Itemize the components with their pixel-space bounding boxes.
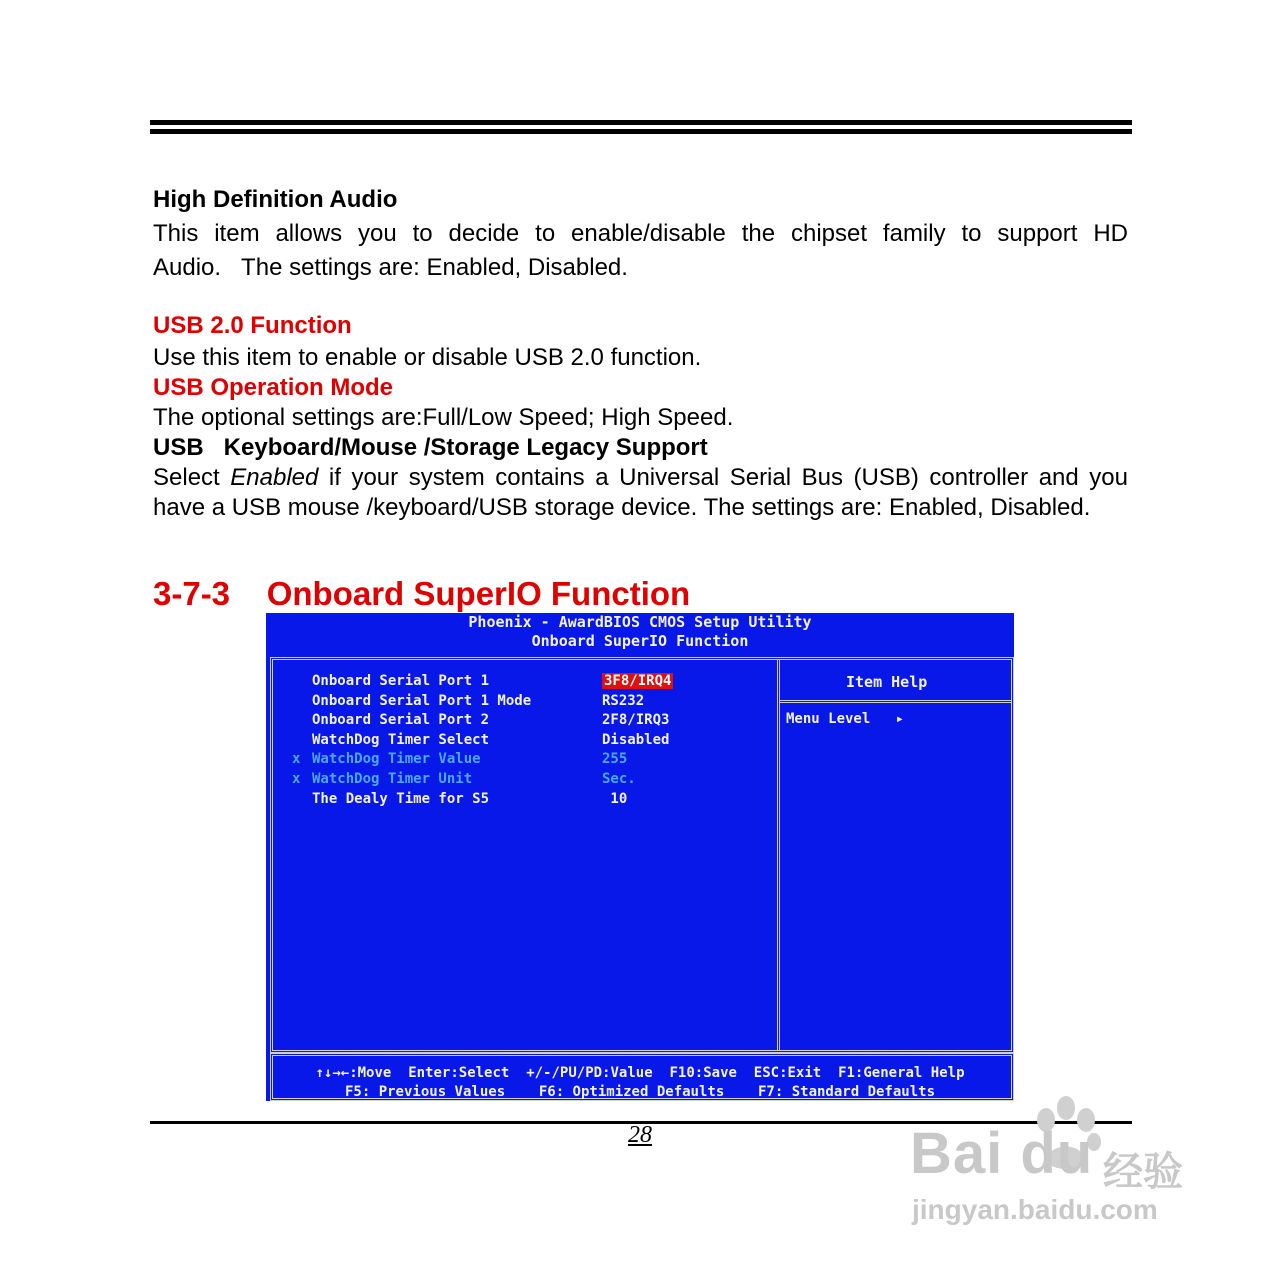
manual-text bbox=[153, 183, 1128, 523]
bios-item-label[interactable]: Onboard Serial Port 1 Mode bbox=[312, 693, 532, 709]
hd-audio-body-line1: This item allows you to decide to enable/disable the chipset family to support HD bbox=[153, 220, 1128, 247]
hd-audio-body-line2: Audio. The settings are: Enabled, Disabled. bbox=[153, 254, 628, 281]
bios-item-label-disabled: WatchDog Timer Value bbox=[312, 751, 481, 767]
usb-mode-title: USB Operation Mode bbox=[153, 374, 394, 401]
usb20-body: Use this item to enable or disable USB 2.0 function. bbox=[153, 344, 702, 371]
usb-legacy-body-italic: Enabled bbox=[230, 464, 319, 491]
bios-item-label[interactable]: Onboard Serial Port 1 bbox=[312, 673, 490, 689]
bios-item-value-disabled: 255 bbox=[602, 751, 628, 767]
usb-legacy-body-post: if your system contains a Universal Serial Bus (USB) controller and you have a USB mouse /keyboard/USB storage device. The settings are: Enabled, Disabled. bbox=[153, 464, 1128, 521]
top-rule bbox=[150, 120, 1132, 125]
top-rule-2 bbox=[150, 129, 1132, 134]
bios-screenshot bbox=[266, 613, 1014, 1101]
bios-item-value[interactable]: RS232 bbox=[602, 693, 645, 709]
bios-divider bbox=[777, 660, 780, 1050]
bios-item-label[interactable]: Onboard Serial Port 2 bbox=[312, 712, 490, 728]
bios-help-divider bbox=[780, 700, 1011, 703]
bios-item-label[interactable]: WatchDog Timer Select bbox=[312, 732, 490, 748]
hd-audio-body bbox=[153, 217, 1128, 285]
usb-legacy-body bbox=[153, 463, 1128, 523]
bios-title: Phoenix - AwardBIOS CMOS Setup Utility bbox=[468, 613, 812, 631]
item-help-title: Item Help bbox=[846, 673, 928, 691]
usb-legacy-title: USB Keyboard/Mouse /Storage Legacy Support bbox=[153, 434, 708, 461]
watermark-brand: Bai du bbox=[910, 1121, 1094, 1186]
bios-footer-keys-2: F5: Previous Values F6: Optimized Defaults F7: Standard Defaults bbox=[344, 1084, 935, 1100]
section-heading: 3-7-3 Onboard SuperIO Function bbox=[153, 575, 691, 612]
bios-item-label[interactable]: The Dealy Time for S5 bbox=[312, 791, 490, 807]
menu-level: Menu Level ▸ bbox=[786, 711, 905, 727]
bios-footer-keys-1: ↑↓→←:Move Enter:Select +/-/PU/PD:Value F10:Save ESC:Exit F1:General Help bbox=[315, 1065, 965, 1081]
usb20-title: USB 2.0 Function bbox=[153, 312, 352, 339]
usb-mode-body: The optional settings are:Full/Low Speed; High Speed. bbox=[153, 404, 734, 431]
bios-item-value-disabled: Sec. bbox=[602, 771, 636, 787]
bios-item-value-selected[interactable]: 3F8/IRQ4 bbox=[604, 673, 672, 689]
watermark-cn: 经验 bbox=[1103, 1150, 1183, 1194]
page-number bbox=[590, 1122, 690, 1149]
bios-item-mark: x bbox=[292, 771, 301, 787]
baidu-watermark bbox=[908, 1090, 1208, 1240]
bios-item-value[interactable]: 2F8/IRQ3 bbox=[602, 712, 670, 728]
bios-item-value[interactable]: Disabled bbox=[602, 732, 670, 748]
hd-audio-title: High Definition Audio bbox=[153, 186, 398, 213]
watermark-url: jingyan.baidu.com bbox=[912, 1194, 1158, 1225]
bios-item-mark: x bbox=[292, 751, 301, 767]
bios-subtitle: Onboard SuperIO Function bbox=[531, 632, 749, 650]
page-number-text: 28 bbox=[628, 1122, 652, 1148]
bios-item-label-disabled: WatchDog Timer Unit bbox=[312, 771, 473, 787]
bios-item-value[interactable]: 10 bbox=[602, 791, 628, 807]
usb-legacy-body-pre: Select bbox=[153, 464, 231, 491]
